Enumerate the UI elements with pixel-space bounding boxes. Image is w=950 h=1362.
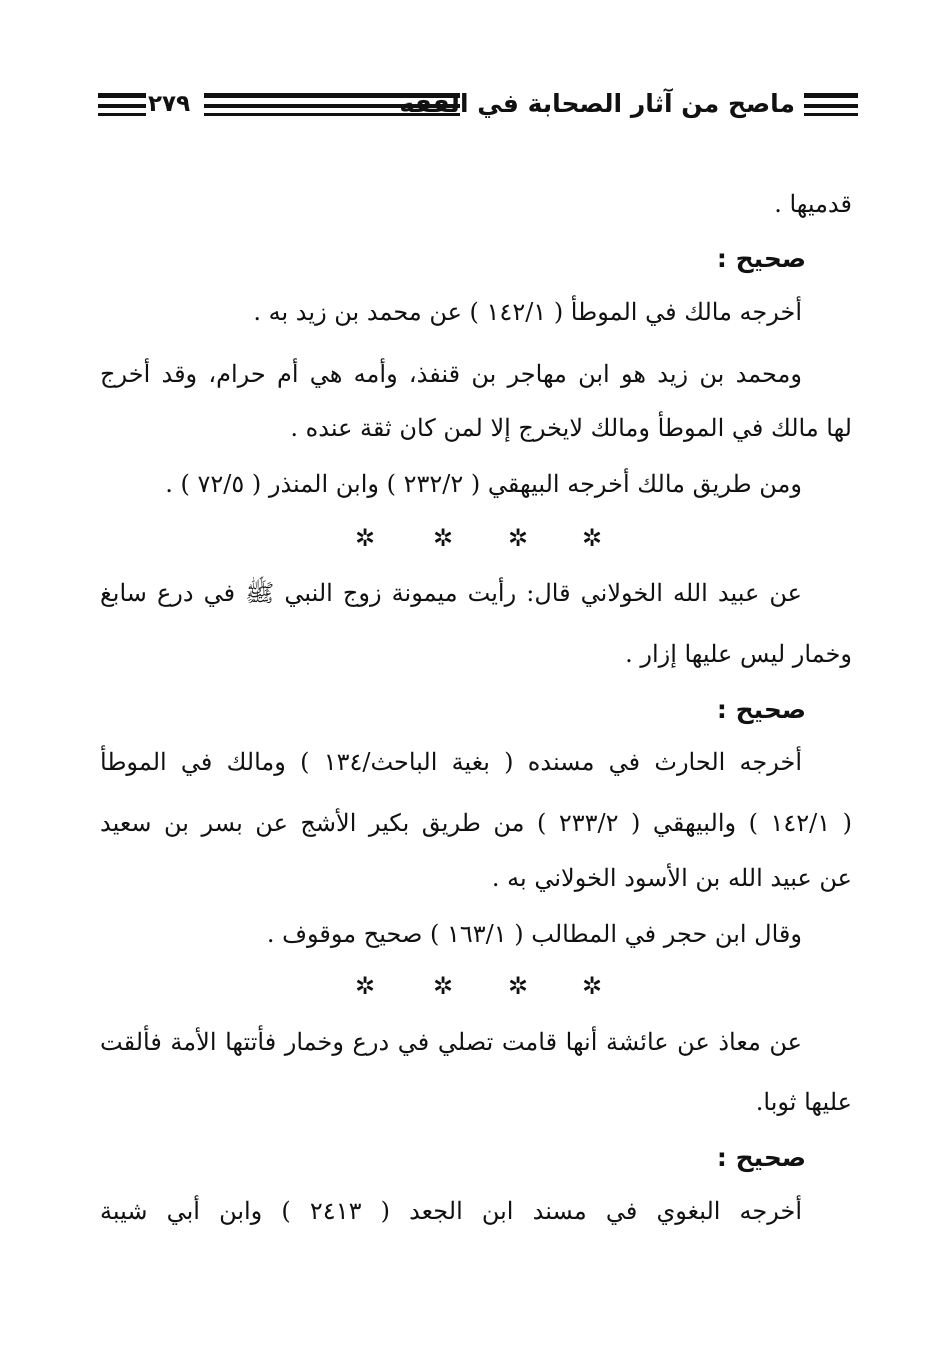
- text-line: ومن طريق مالك أخرجه البيهقي ( ٢٣٢/٢ ) وابن المنذر ( ٧٢/٥ ) .: [165, 470, 802, 498]
- text-line: عن معاذ عن عائشة أنها قامت تصلي في درع وخمار فأتتها الأمة فألقت: [100, 1028, 802, 1056]
- separator-star: ✲: [582, 972, 603, 1000]
- header-rule-right-a: [804, 93, 858, 98]
- separator-star: ✲: [508, 524, 529, 552]
- text-line: قدميها .: [774, 190, 852, 218]
- separator-star: ✲: [433, 972, 454, 1000]
- header-rule-right-b: [804, 104, 858, 108]
- header-rule-left-a: [98, 93, 146, 98]
- text-line: وقال ابن حجر في المطالب ( ١٦٣/١ ) صحيح موقوف .: [266, 920, 802, 948]
- text-line: عن عبيد الله الخولاني قال: رأيت ميمونة زوج النبي ﷺ في درع سابغ: [100, 579, 802, 607]
- separator-star: ✲: [355, 524, 376, 552]
- text-line: أخرجه البغوي في مسند ابن الجعد ( ٢٤١٣ ) وابن أبي شيبة: [100, 1197, 803, 1225]
- header-rule-left-b: [98, 104, 146, 108]
- header-rule-left-c: [98, 113, 146, 116]
- text-line: أخرجه الحارث في مسنده ( بغية الباحث/١٣٤ ) ومالك في الموطأ: [100, 748, 802, 776]
- grading-heading: صحيح :: [716, 695, 806, 724]
- text-line: ( ١٤٢/١ ) والبيهقي ( ٢٣٣/٢ ) من طريق بكير الأشج عن بسر بن سعيد: [100, 809, 852, 837]
- separator-star: ✲: [355, 972, 376, 1000]
- separator-star: ✲: [582, 524, 603, 552]
- text-line: ومحمد بن زيد هو ابن مهاجر بن قنفذ، وأمه هي أم حرام، وقد أخرج: [100, 360, 802, 388]
- grading-heading: صحيح :: [716, 1143, 806, 1172]
- separator-star: ✲: [433, 524, 454, 552]
- grading-heading: صحيح :: [716, 244, 806, 273]
- page-number: ٢٧٩: [148, 91, 191, 117]
- text-line: وخمار ليس عليها إزار .: [625, 640, 852, 668]
- header-rule-right-c: [804, 113, 858, 116]
- separator-star: ✲: [508, 972, 529, 1000]
- text-line: أخرجه مالك في الموطأ ( ١٤٢/١ ) عن محمد بن زيد به .: [253, 298, 802, 326]
- section-separator: [0, 518, 950, 558]
- running-header-title: ماصح من آثار الصحابة في الفقه: [399, 89, 795, 118]
- text-line: عن عبيد الله بن الأسود الخولاني به .: [491, 864, 852, 892]
- text-line: عليها ثوبا.: [755, 1088, 852, 1116]
- section-separator: [0, 966, 950, 1006]
- text-line: لها مالك في الموطأ ومالك لايخرج إلا لمن كان ثقة عنده .: [290, 414, 852, 442]
